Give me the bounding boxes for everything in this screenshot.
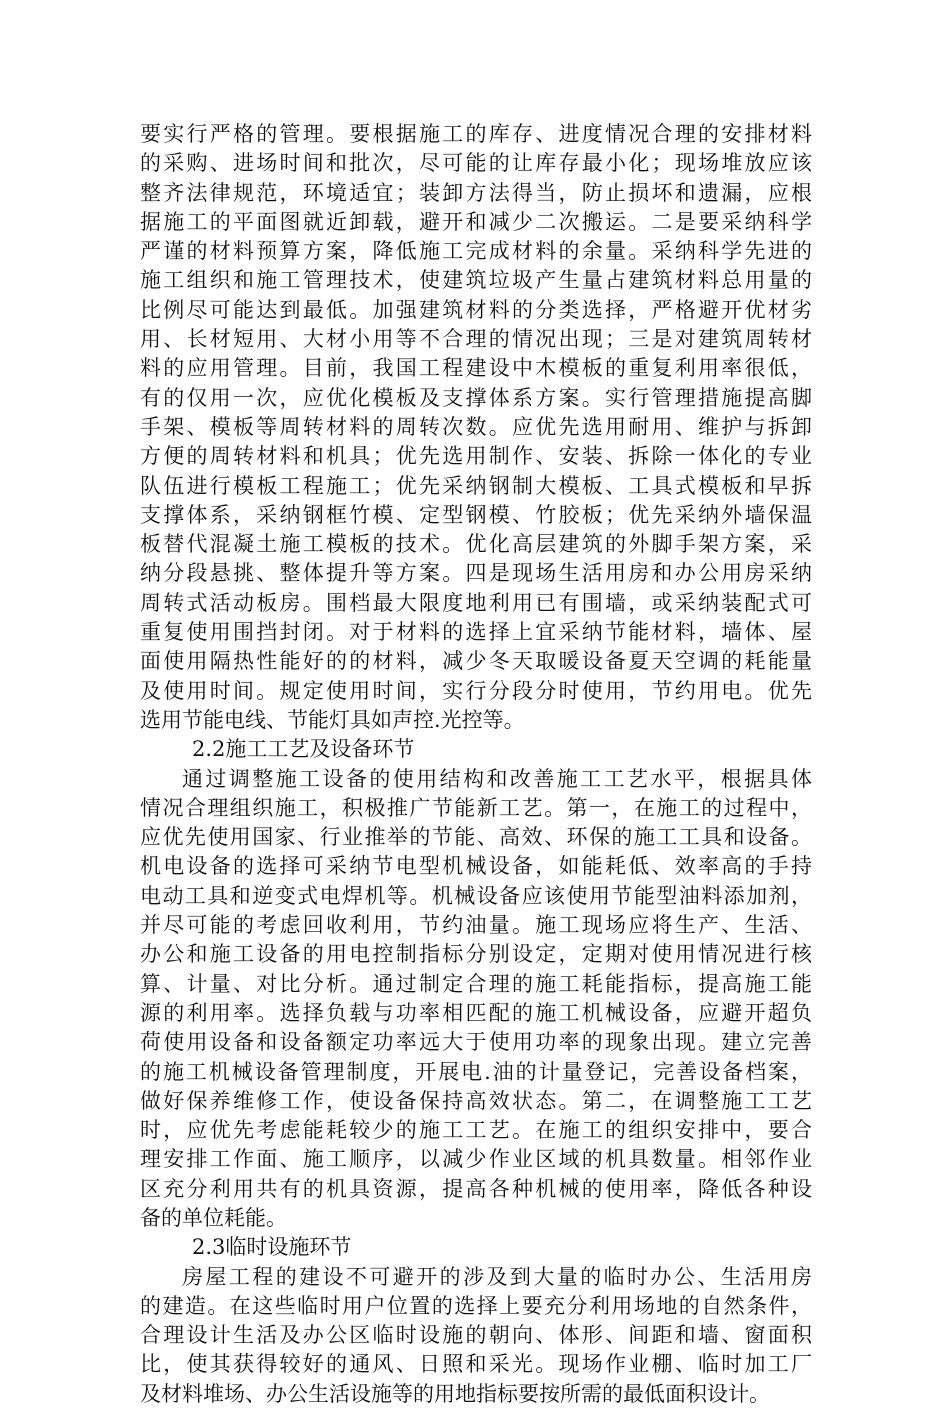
text-line: 办公和施工设备的用电控制指标分别设定，定期对使用情况进行核 bbox=[140, 942, 812, 967]
text-line: 比例尽可能达到最低。加强建筑材料的分类选择，严格避开优材劣 bbox=[140, 297, 812, 322]
text-line: 严谨的材料预算方案，降低施工完成材料的余量。采纳科学先进的 bbox=[140, 239, 812, 264]
text-line: 备的单位耗能。 bbox=[140, 1205, 287, 1230]
text-line: 选用节能电线、节能灯具如声控.光控等。 bbox=[140, 707, 525, 732]
text-line: 的施工机械设备管理制度，开展电.油的计量登记，完善设备档案， bbox=[140, 1059, 812, 1084]
document-body bbox=[140, 120, 812, 1409]
paragraph-material-management bbox=[140, 120, 812, 735]
text-line: 要实行严格的管理。要根据施工的库存、进度情况合理的安排材料 bbox=[140, 122, 812, 146]
paragraph-process-equipment bbox=[140, 765, 812, 1234]
text-line: 理安排工作面、施工顺序，以减少作业区域的机具数量。相邻作业 bbox=[140, 1147, 812, 1172]
text-line: 据施工的平面图就近卸载，避开和减少二次搬运。二是要采纳科学 bbox=[140, 209, 812, 234]
text-line: 并尽可能的考虑回收利用，节约油量。施工现场应将生产、生活、 bbox=[140, 913, 812, 938]
text-line: 算、计量、对比分析。通过制定合理的施工耗能指标，提高施工能 bbox=[140, 971, 812, 996]
text-line: 周转式活动板房。围档最大限度地利用已有围墙，或采纳装配式可 bbox=[140, 590, 812, 615]
text-line: 面使用隔热性能好的的材料，减少冬天取暖设备夏天空调的耗能量 bbox=[140, 649, 812, 674]
text-line: 施工组织和施工管理技术，使建筑垃圾产生量占建筑材料总用量的 bbox=[140, 268, 812, 293]
text-line: 电动工具和逆变式电焊机等。机械设备应该使用节能型油料添加剂， bbox=[140, 883, 812, 908]
text-line: 情况合理组织施工，积极推广节能新工艺。第一，在施工的过程中， bbox=[140, 795, 812, 820]
text-line: 时，应优先考虑能耗较少的施工工艺。在施工的组织安排中，要合 bbox=[140, 1118, 812, 1143]
text-line: 区充分利用共有的机具资源，提高各种机械的使用率，降低各种设 bbox=[140, 1176, 812, 1201]
text-line: 合理设计生活及办公区临时设施的朝向、体形、间距和墙、窗面积 bbox=[140, 1323, 812, 1348]
text-line: 房屋工程的建设不可避开的涉及到大量的临时办公、生活用房 bbox=[182, 1264, 812, 1289]
text-line: 应优先使用国家、行业推举的节能、高效、环保的施工工具和设备。 bbox=[140, 825, 812, 850]
text-line: 重复使用围挡封闭。对于材料的选择上宜采纳节能材料，墙体、屋 bbox=[140, 620, 812, 645]
text-line: 支撑体系，采纳钢框竹模、定型钢模、竹胶板；优先采纳外墙保温 bbox=[140, 502, 812, 527]
paragraph-temporary-facilities bbox=[140, 1263, 812, 1409]
text-line: 比，使其获得较好的通风、日照和采光。现场作业棚、临时加工厂 bbox=[140, 1352, 812, 1377]
text-line: 的采购、进场时间和批次，尽可能的让库存最小化；现场堆放应该 bbox=[140, 151, 812, 176]
text-line: 方便的周转材料和机具；优先选用制作、安装、拆除一体化的专业 bbox=[140, 444, 812, 469]
text-line: 手架、模板等周转材料的周转次数。应优先选用耐用、维护与拆卸 bbox=[140, 414, 812, 439]
text-line: 及材料堆场、办公生活设施等的用地指标要按所需的最低面积设计。 bbox=[140, 1381, 770, 1406]
text-line: 料的应用管理。目前，我国工程建设中木模板的重复利用率很低， bbox=[140, 356, 812, 381]
text-line: 源的利用率。选择负载与功率相匹配的施工机械设备，应避开超负 bbox=[140, 1000, 812, 1025]
text-line: 纳分段悬挑、整体提升等方案。四是现场生活用房和办公用房采纳 bbox=[140, 561, 812, 586]
text-line: 做好保养维修工作，使设备保持高效状态。第二，在调整施工工艺 bbox=[140, 1088, 812, 1113]
text-line: 队伍进行模板工程施工；优先采纳钢制大模板、工具式模板和早拆 bbox=[140, 473, 812, 498]
text-line: 用、长材短用、大材小用等不合理的情况出现；三是对建筑周转材 bbox=[140, 327, 812, 352]
text-line: 有的仅用一次，应优化模板及支撑体系方案。实行管理措施提高脚 bbox=[140, 385, 812, 410]
text-line: 荷使用设备和设备额定功率远大于使用功率的现象出现。建立完善 bbox=[140, 1030, 812, 1055]
section-heading-2-3: 2.3临时设施环节 bbox=[192, 1235, 352, 1260]
text-line: 板替代混凝土施工模板的技术。优化高层建筑的外脚手架方案，采 bbox=[140, 532, 812, 557]
text-line: 整齐法律规范，环境适宜；装卸方法得当，防止损坏和遗漏，应根 bbox=[140, 180, 812, 205]
text-line: 通过调整施工设备的使用结构和改善施工工艺水平，根据具体 bbox=[182, 766, 812, 791]
text-line: 及使用时间。规定使用时间，实行分段分时使用，节约用电。优先 bbox=[140, 678, 812, 703]
section-heading-2-2: 2.2施工工艺及设备环节 bbox=[192, 737, 415, 762]
text-line: 的建造。在这些临时用户位置的选择上要充分利用场地的自然条件， bbox=[140, 1293, 812, 1318]
text-line: 机电设备的选择可采纳节电型机械设备，如能耗低、效率高的手持 bbox=[140, 854, 812, 879]
